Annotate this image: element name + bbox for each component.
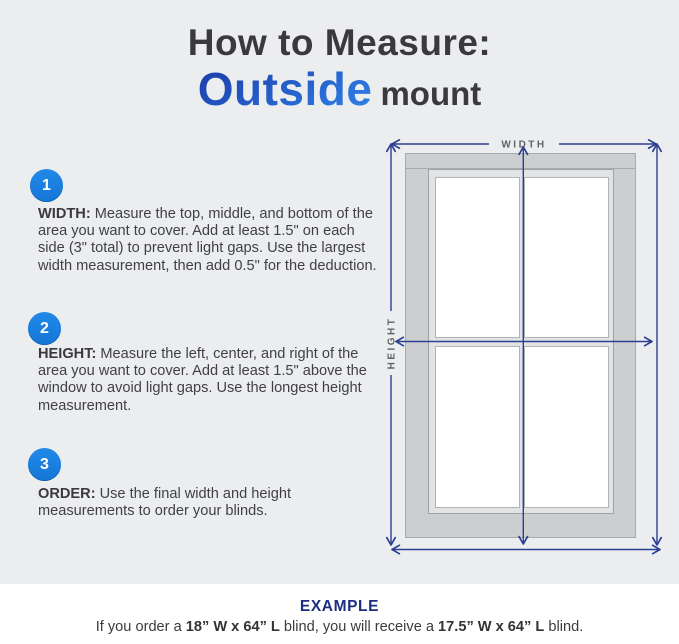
example-order-size: 18” W x 64” L [185, 619, 280, 635]
example-heading: EXAMPLE [299, 598, 380, 615]
page-title: How to Measure: [187, 22, 492, 63]
step-1-body: Measure the top, middle, and bottom of the area you want to cover. Add at least 1.5" on each side (3" total) to prevent light gaps. Use the largest width measurement, then add 0.5" for the deduction. [38, 206, 377, 274]
example-receive-size: 17.5” W x 64” L [438, 619, 545, 635]
step-1-label: WIDTH: [38, 206, 91, 222]
height-arrow-label: HEIGHT [386, 316, 398, 370]
example-sentence [0, 619, 679, 635]
window-frame [406, 154, 636, 538]
mount-suffix-text: mount [380, 74, 482, 112]
step-1-number: 1 [42, 176, 51, 194]
example-section [0, 584, 679, 644]
example-suffix: blind. [544, 619, 584, 635]
width-arrow-label: WIDTH [501, 139, 547, 151]
step-2-number: 2 [40, 319, 49, 337]
step-3-number: 3 [40, 455, 49, 473]
step-2-body: Measure the left, center, and right of the area you want to cover. Add at least 1.5" above the window to avoid light gaps. Use the longest height measurement. [38, 346, 367, 414]
example-middle: blind, you will receive a [279, 619, 439, 635]
step-2-label: HEIGHT: [38, 346, 97, 362]
mount-type-text: Outside [197, 62, 373, 115]
step-3-body: Use the final width and height measurements to order your blinds. [38, 486, 292, 520]
example-prefix: If you order a [95, 619, 186, 635]
step-3-label: ORDER: [38, 486, 96, 502]
